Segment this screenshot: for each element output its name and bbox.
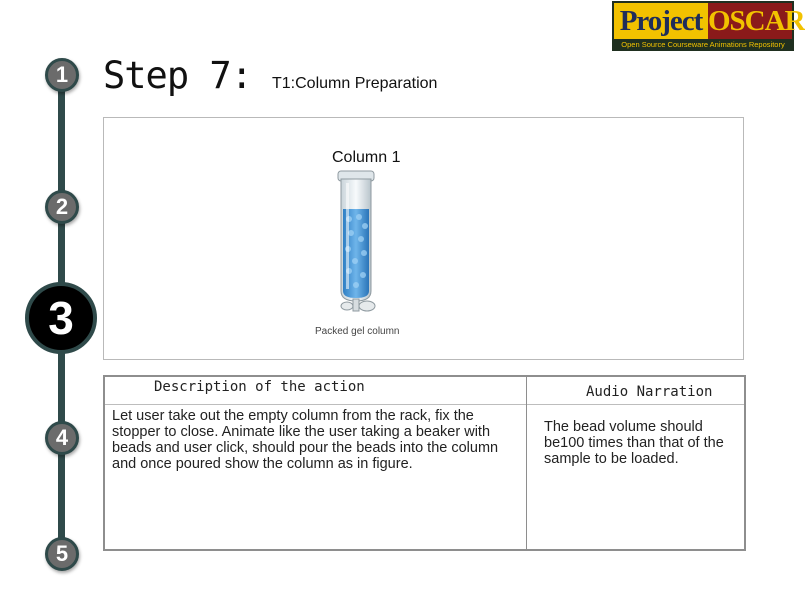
step-4-marker[interactable]: 4 xyxy=(45,421,79,455)
logo-word-oscar: OSCAR xyxy=(708,5,805,37)
project-oscar-logo xyxy=(612,1,805,51)
logo-word-project: Project xyxy=(614,3,708,39)
image-caption: Packed gel column xyxy=(315,326,400,337)
table-column-divider xyxy=(526,377,527,549)
table-header-separator xyxy=(105,404,744,405)
step-title: Step 7: xyxy=(103,54,252,97)
step-1-marker[interactable]: 1 xyxy=(45,58,79,92)
step-5-marker[interactable]: 5 xyxy=(45,537,79,571)
step-2-marker[interactable]: 2 xyxy=(45,190,79,224)
step-subtitle: T1:Column Preparation xyxy=(272,75,438,92)
panel-title: Column 1 xyxy=(332,149,401,166)
illustration-panel xyxy=(103,117,744,360)
action-description-text: Let user take out the empty column from the rack, fix the stopper to close. Animate like the user taking a beaker with beads and user click, should pour the beads into the column and once poured show the column as in figure. xyxy=(112,408,499,472)
description-header: Description of the action xyxy=(154,379,365,395)
logo-tagline: Open Source Courseware Animations Repository xyxy=(621,40,785,49)
audio-narration-text: The bead volume should be100 times than that of the sample to be loaded. xyxy=(544,419,724,467)
step-3-marker-current[interactable]: 3 xyxy=(25,282,97,354)
packed-gel-column-image xyxy=(311,171,401,321)
audio-narration-header: Audio Narration xyxy=(586,384,713,400)
action-narration-table xyxy=(103,375,746,551)
